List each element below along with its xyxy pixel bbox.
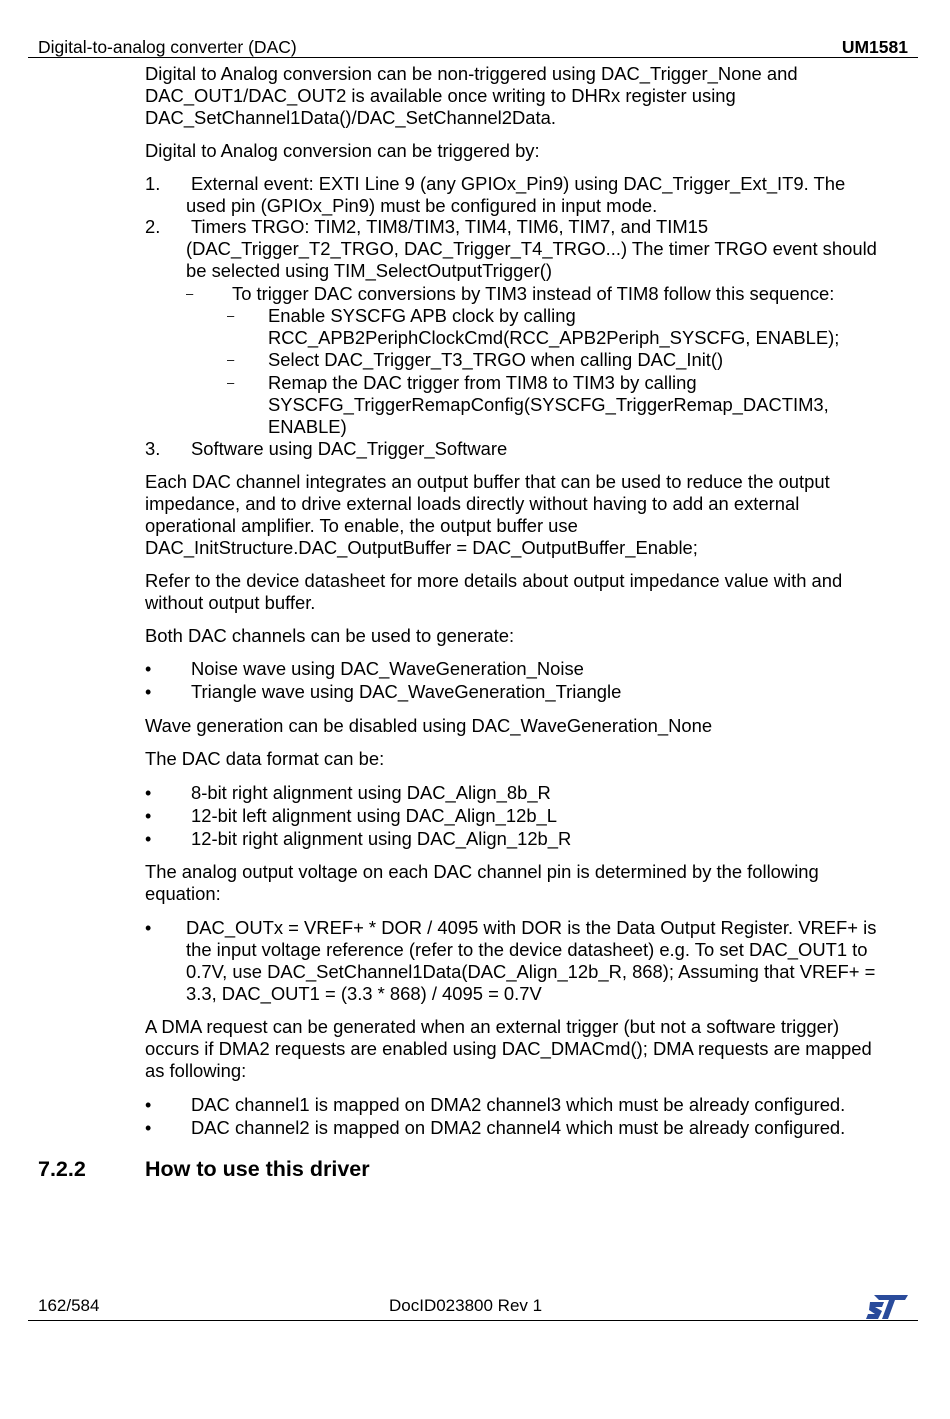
list-item-line: used pin (GPIOx_Pin9) must be configured in input mode. (186, 195, 658, 216)
paragraph-line: DAC_InitStructure.DAC_OutputBuffer = DAC_OutputBuffer_Enable; (145, 537, 698, 558)
bullet-item: Noise wave using DAC_WaveGeneration_Noise (191, 658, 584, 679)
bullet-marker: • (145, 829, 152, 849)
paragraph-line: Each DAC channel integrates an output buffer that can be used to reduce the output (145, 471, 830, 492)
list-item-line: External event: EXTI Line 9 (any GPIOx_Pin9) using DAC_Trigger_Ext_IT9. The (191, 173, 846, 194)
paragraph-line: Refer to the device datasheet for more details about output impedance value with and (145, 570, 843, 591)
sub-list-item: To trigger DAC conversions by TIM3 instead of TIM8 follow this sequence: (232, 283, 835, 304)
paragraph-line: The DAC data format can be: (145, 748, 385, 769)
paragraph-line: impedance, and to drive external loads directly without having to add an external (145, 493, 800, 514)
section-number: 7.2.2 (38, 1157, 86, 1181)
bullet-item-line: the input voltage reference (refer to the device datasheet) e.g. To set DAC_OUT1 to (186, 939, 868, 960)
sub-sub-list-line: RCC_APB2PeriphClockCmd(RCC_APB2Periph_SYSCFG, ENABLE); (268, 327, 840, 348)
list-number: 3. (145, 438, 161, 459)
list-item-line: Software using DAC_Trigger_Software (191, 438, 508, 459)
bullet-item-line: 0.7V, use DAC_SetChannel1Data(DAC_Align_12b_R, 868); Assuming that VREF+ = (186, 961, 876, 982)
sub-sub-list-dash: – (227, 352, 235, 367)
paragraph-line: Both DAC channels can be used to generate: (145, 625, 515, 646)
bullet-item: 12-bit left alignment using DAC_Align_12b_L (191, 805, 557, 826)
list-item-line: (DAC_Trigger_T2_TRGO, DAC_Trigger_T4_TRGO...) The timer TRGO event should (186, 238, 877, 259)
bullet-marker: • (145, 1118, 152, 1138)
paragraph-line: A DMA request can be generated when an external trigger (but not a software trigger) (145, 1016, 840, 1037)
page-header-title: Digital-to-analog converter (DAC) (38, 37, 297, 57)
paragraph-line: operational amplifier. To enable, the output buffer use (145, 515, 578, 536)
bullet-marker: • (145, 1095, 152, 1115)
paragraph-line: without output buffer. (145, 592, 316, 613)
list-item-line: Timers TRGO: TIM2, TIM8/TIM3, TIM4, TIM6, TIM7, and TIM15 (191, 216, 709, 237)
sub-sub-list-line: Enable SYSCFG APB clock by calling (268, 305, 576, 326)
sub-sub-list-line: Remap the DAC trigger from TIM8 to TIM3 by calling (268, 372, 697, 393)
sub-sub-list-dash: – (227, 375, 235, 390)
sub-list-dash: – (186, 286, 194, 301)
paragraph-line: DAC_OUT1/DAC_OUT2 is available once writing to DHRx register using (145, 85, 736, 106)
page-number: 162/584 (38, 1296, 100, 1315)
sub-sub-list-line: Select DAC_Trigger_T3_TRGO when calling DAC_Init() (268, 349, 724, 370)
sub-sub-list-dash: – (227, 308, 235, 323)
bullet-item: 12-bit right alignment using DAC_Align_12b_R (191, 828, 572, 849)
paragraph-line: Wave generation can be disabled using DAC_WaveGeneration_None (145, 715, 713, 736)
paragraph-line: occurs if DMA2 requests are enabled using DAC_DMACmd(); DMA requests are mapped (145, 1038, 872, 1059)
list-number: 2. (145, 216, 161, 237)
bullet-item: DAC channel2 is mapped on DMA2 channel4 which must be already configured. (191, 1117, 846, 1138)
doc-id: DocID023800 Rev 1 (389, 1296, 543, 1315)
paragraph-line: as following: (145, 1060, 247, 1081)
paragraph-line: DAC_SetChannel1Data()/DAC_SetChannel2Data. (145, 107, 556, 128)
bullet-item-line: DAC_OUTx = VREF+ * DOR / 4095 with DOR is the Data Output Register. VREF+ is (186, 917, 877, 938)
paragraph-line: Digital to Analog conversion can be triggered by: (145, 140, 540, 161)
footer-rule (28, 1320, 918, 1321)
list-number: 1. (145, 173, 161, 194)
bullet-marker: • (145, 806, 152, 826)
bullet-item: DAC channel1 is mapped on DMA2 channel3 which must be already configured. (191, 1094, 846, 1115)
paragraph-line: The analog output voltage on each DAC channel pin is determined by the following (145, 861, 819, 882)
sub-sub-list-line: ENABLE) (268, 416, 347, 437)
header-rule (28, 57, 918, 58)
paragraph-line: equation: (145, 883, 221, 904)
bullet-item: Triangle wave using DAC_WaveGeneration_Triangle (191, 681, 622, 702)
paragraph-line: Digital to Analog conversion can be non-triggered using DAC_Trigger_None and (145, 63, 798, 84)
bullet-item-line: 3.3, DAC_OUT1 = (3.3 * 868) / 4095 = 0.7V (186, 983, 542, 1004)
sub-sub-list-line: SYSCFG_TriggerRemapConfig(SYSCFG_TriggerRemap_DACTIM3, (268, 394, 829, 415)
bullet-marker: • (145, 682, 152, 702)
st-logo-icon (866, 1295, 908, 1319)
bullet-marker: • (145, 783, 152, 803)
section-title: How to use this driver (145, 1157, 370, 1181)
bullet-item: 8-bit right alignment using DAC_Align_8b_R (191, 782, 551, 803)
bullet-marker: • (145, 918, 152, 938)
document-code: UM1581 (841, 37, 908, 57)
bullet-marker: • (145, 659, 152, 679)
list-item-line: be selected using TIM_SelectOutputTrigger() (186, 260, 552, 281)
